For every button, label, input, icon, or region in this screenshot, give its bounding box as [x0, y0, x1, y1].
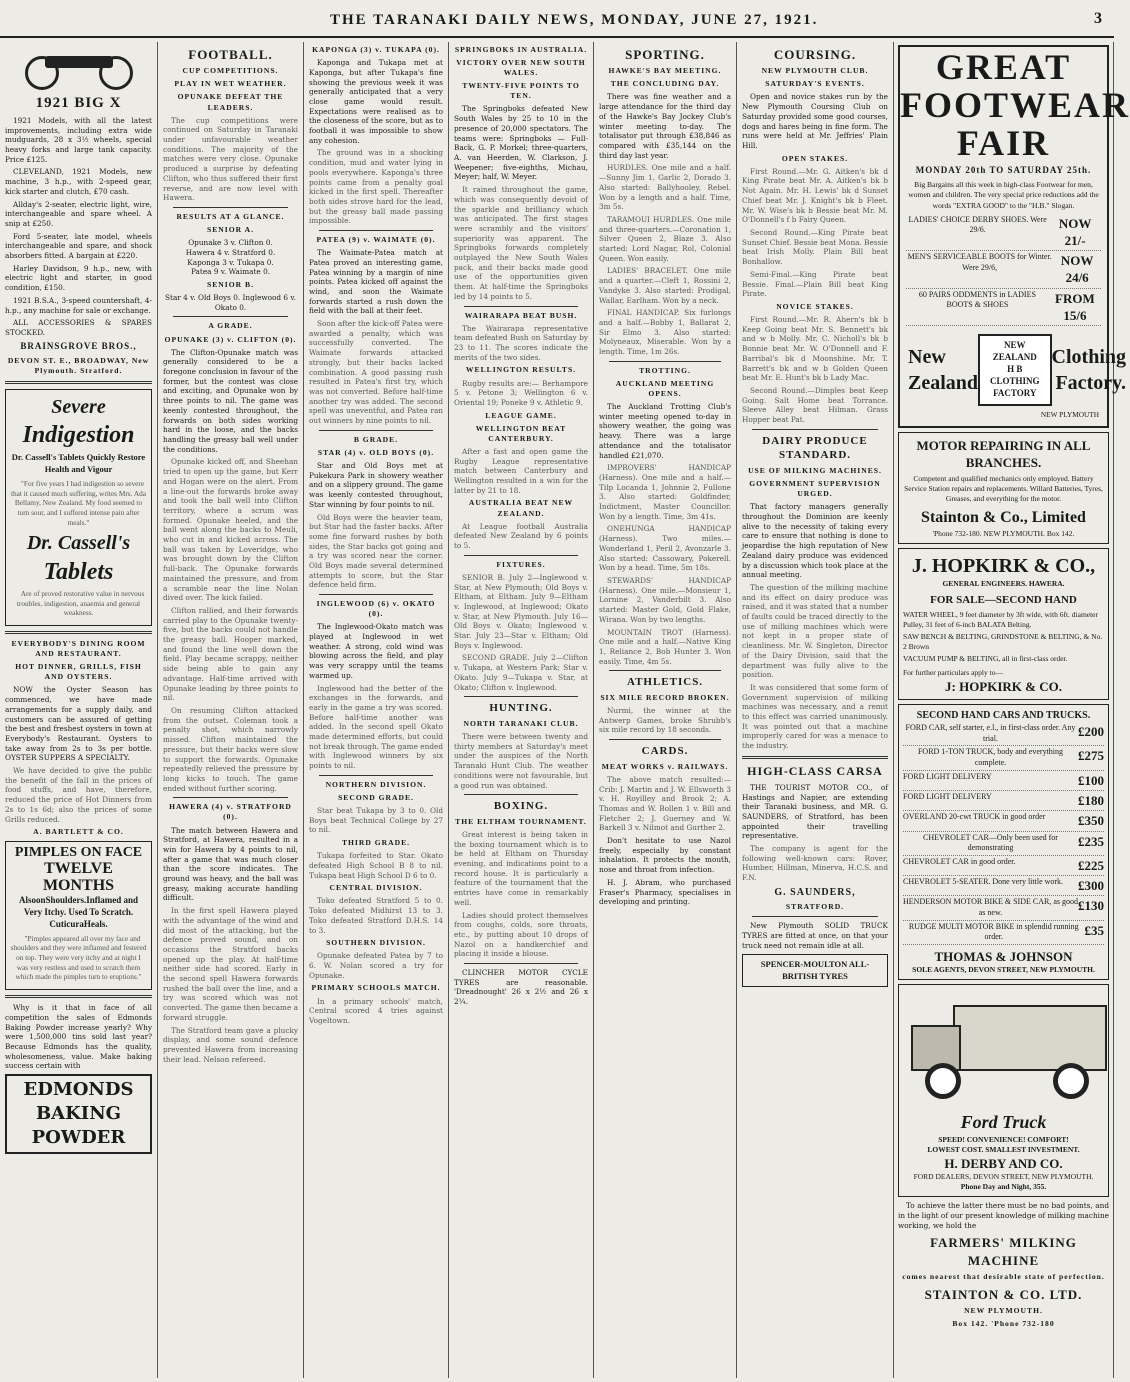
result-line: Opunake 3 v. Clifton 0. [188, 238, 273, 248]
car-row: FORD LIGHT DELIVERY £180 [903, 791, 1104, 811]
deal-row: LADIES' CHOICE DERBY SHOES. Were 29/6. NOW 21/- [906, 214, 1101, 252]
dealer-address: DEVON ST. E., BROADWAY, New Plymouth. Stratford. [7, 355, 150, 375]
stainton-ltd: STAINTON & CO. LTD. [924, 1286, 1083, 1302]
match-heading-4: PATEA (9) v. WAIMATE (0). [316, 235, 436, 245]
deal-row: MEN'S SERVICEABLE BOOTS for Winter. Were 29/6, NOW 24/6 [906, 251, 1101, 289]
hopkirk-item: VACUUM PUMP & BELTING, all in first-class order. [903, 653, 1068, 663]
trotting-sub: AUCKLAND MEETING OPENS. [615, 378, 715, 398]
saunders-place: STRATFORD. [785, 902, 845, 912]
stainton-name: Stainton & Co., Limited [921, 509, 1086, 527]
dining-text: NOW the Oyster Season has commenced, we have made arrangements for a supply daily, and customers can be assured of getting the best and freshest oysters in town at Everybody's Restaurant. Oysters to take away from 2s to 3s per bottle. OYSTER SUPPERS A SPECIALTY. [5, 685, 152, 763]
farmers-title: FARMERS' MILKING MACHINE [930, 1235, 1077, 1268]
car-row: CHEVROLET CAR in good order. £225 [903, 856, 1104, 876]
sporting-report: There was fine weather and a large attendance for the third day of the Hawke's Bay Jockey Club's winter meeting to-day. The totalisator put through £38,846 as compared with £35,144 on the third day last year. [599, 92, 731, 160]
thomas-sub: SOLE AGENTS, DEVON STREET, NEW PLYMOUTH. [912, 965, 1095, 975]
bush-heading: WAIRARAPA BEAT BUSH. [464, 310, 578, 320]
hopkirk-item: WATER WHEEL, 9 feet diameter by 3ft wide, with 6ft. diameter Pulley, 31 feet of 6-inch BALATA Belting. [903, 609, 1099, 629]
cars-ad [898, 704, 1109, 980]
match-heading-2: HAWERA (4) v. STRATFORD (0). [169, 802, 292, 822]
match-heading-3: KAPONGA (3) v. TUKAPA (0). [312, 45, 440, 54]
sporting-sub-2: THE CONCLUDING DAY. [610, 79, 720, 89]
match-heading-6: INGLEWOOD (6) v. OKATO (0). [316, 599, 436, 619]
third-grade-heading: THIRD GRADE. [341, 838, 411, 848]
match-report: The Clifton-Opunake match was generally considered to be a foregone conclusion in favour of the former, but the contest was close and exciting, and Opunake won by three points to nil. The game was keenly contested throughout, the forwards on both sides working hard in the loose, and the backs handling the greasy ball well under the conditions. [163, 347, 298, 454]
match-heading: OPUNAKE (3) v. CLIFTON (0). [164, 334, 297, 344]
stainton-phone: 'Phone 732-180. NEW PLYMOUTH. Box 142. [932, 528, 1075, 538]
derby-sub: FORD DEALERS, DEVON STREET, NEW PLYMOUTH. [913, 1172, 1094, 1182]
cassell-brand-2: Tablets [43, 559, 114, 586]
nz-right: Clothing [1051, 345, 1126, 368]
hunting-sub: NORTH TARANAKI CLUB. [463, 718, 579, 728]
football-sub-3: OPUNAKE DEFEAT THE LEADERS. [177, 92, 284, 112]
footwear-banner: GREAT FOOTWEAR FAIR [900, 47, 1130, 163]
coursing-heading: COURSING. [773, 47, 857, 62]
match-report-4: The Waimate-Patea match at Patea proved an interesting game, Patea winning by a margin of nine points. Patea kicked off against the wind, and soon the Waimate forwards started a rush down the field with the ball at their feet. [309, 248, 443, 316]
match-report-2: The match between Hawera and Stratford, at Hawera, resulted in a win for Hawera by 4 points to nil, after a game that was much closer than the score indicates. The ground was heavy, and the ball was greasy, making accurate handling difficult. [163, 825, 298, 903]
bike-ad-text: 1921 Models, with all the latest improvements, including extra wide mudguards, 28 x 3½ wheels, special heavy forks and large tank capacity. Price £125. [5, 115, 152, 164]
dairy-heading: DAIRY PRODUCE STANDARD. [762, 434, 868, 462]
edmonds-logo: EDMONDS BAKING POWDER [5, 1074, 152, 1154]
footwear-fair-ad [898, 45, 1130, 428]
hopkirk-item: SAW BENCH & BELTING, GRINDSTONE & BELTING, & No. 2 Brown [903, 631, 1103, 651]
truck-illustration [903, 995, 1113, 1105]
indigestion-heading: Severe [51, 395, 106, 418]
cards-sub: MEAT WORKS v. RAILWAYS. [601, 761, 729, 771]
car-row: CHEVROLET 5-SEATER. Done very little work. £300 [903, 876, 1104, 896]
bike-list-item: Ford 5-seater, late model, wheels interchangeable and spare, and shock absorbers fitted. A bargain at £220. [5, 231, 152, 261]
farmers-sub: comes nearest that desirable state of perfection. [902, 1271, 1105, 1281]
wellington-heading: WELLINGTON RESULTS. [465, 365, 577, 375]
match-report-6: The Inglewood-Okato match was played at Inglewood in wet weather. A strong, cold wind was blowing across the field, and play was very scrappy until the teams warmed up. [309, 622, 443, 680]
ford-line-2: LOWEST COST. SMALLEST INVESTMENT. [927, 1144, 1080, 1154]
thomas-johnson: THOMAS & JOHNSON [934, 948, 1073, 964]
cuticura-subheading: AlsoonShoulders.Inflamed and Very Itchy. Used To Scratch. CuticuraHeals. [18, 894, 139, 929]
results-heading: RESULTS AT A GLANCE. [176, 211, 285, 221]
column-3: KAPONGA (3) v. TUKAPA (0). Kaponga and Tukapa met at Kaponga, but after Tukapa's fine showing the previous week it was generally anticipated that a very close game would result. Expectations were realised as to the closeness of the score, but as to football it was impossible to show any cohesion. The ground was in a shocking condition, mud and water lying in pools everywhere. Kaponga's three points came from a penalty goal kicked in the first spell. Thereafter both sides strove hard for the lead, but the greasy ball made passing impossible. PATEA (9) v. WAIMATE (0). The Waimate-Patea match at Patea proved an interesting game, Patea winning by a margin of nine points. Patea kicked off against the wind, and soon the Waimate forwards started a rush down the field with the ball at their feet. Soon after the kick-off Patea were awarded a penalty, which was successfully converted. The Waimate forwards attacked strongly, but their backs lacked combination. A good passing rush resulted in Patea's first try, which was not converted. Before half-time another try was added. The second spell was uneventful, and Patea ran out winners by nine points to nil. B GRADE. STAR (4) v. OLD BOYS (0). Star and Old Boys met at Pukekura Park in showery weather and on a slippery ground. The game was keenly contested throughout, Star winning by four points to nil. Old Boys were the heavier team, but Star had the faster backs. After some fine forward rushes by both sides, the Star backs got going and a try was scored near the corner. Old Boys made several determined attempts to score, but the Star defence held firm. INGLEWOOD (6) v. OKATO (0). The Inglewood-Okato match was played at Inglewood in wet weather. A strong, cold wind was blowing across the field, and play was very scrappy until the teams warmed up. Inglewood had the better of the exchanges in the forwards, and early in the game a try was scored. Before half-time another was added. In the second spell Okato made determined efforts, but could not break through. The game ended with Inglewood winners by six points to nil. NORTHERN DIVISION. SECOND GRADE. Star beat Tukapa by 3 to 0. Old Boys beat Technical College by 27 to nil. THIRD GRADE. Tukapa forfeited to Star. Okato defeated High School B 8 to nil. Tukapa beat High School D 6 to 0. CENTRAL DIVISION. Toko defeated Stratford 5 to 0. Toko defeated Midhirst 13 to 3. Toko defeated Stratford D.H.S. 14 to 3. SOUTHERN DIVISION. Opunake defeated Patea by 7 to 6. W. Nolan scored a try for Opunake. PRIMARY SCHOOLS MATCH. In a primary schools' match, Central scored 4 tries against Vogeltown. [304, 42, 449, 1378]
result-line: Hawera 4 v. Stratford 0. [185, 247, 276, 257]
trotting-heading: TROTTING. [639, 365, 691, 375]
newspaper-title: THE TARANAKI DAILY NEWS, MONDAY, JUNE 27, 1921. [330, 12, 819, 28]
coursing-report: Open and novice stakes run by the New Plymouth Coursing Club on Saturday provided some good courses, dogs and hares being in fine form. The runs were held at Mr. Jeffries' Plain Hill. [742, 92, 888, 150]
abram-text: H. J. Abram, who purchased Fraser's Pharmacy, specialises in developing and printing. [599, 877, 731, 907]
bike-list-item: ALL ACCESSORIES & SPARES STOCKED. [5, 318, 152, 337]
boxing-sub: THE ELTHAM TOURNAMENT. [455, 816, 587, 826]
hopkirk-sub: GENERAL ENGINEERS. HAWERA. [942, 579, 1065, 589]
second-grade-heading: SECOND GRADE. [338, 792, 414, 802]
pimples-heading-2: TWELVE MONTHS [42, 860, 115, 894]
car-row: FORD CAR, self starter, e.l., in first-class order. Any trial. £200 [903, 722, 1104, 746]
bike-list-item: 1921 B.S.A., 3-speed countershaft, 4-h.p., any machine for sale or exchange. [5, 295, 152, 315]
sporting-heading: SPORTING. [625, 47, 705, 62]
result-line: Kaponga 3 v. Tukapa 0. [187, 257, 274, 267]
hopkirk-ad [898, 548, 1109, 700]
column-6: COURSING. NEW PLYMOUTH CLUB. SATURDAY'S EVENTS. Open and novice stakes run by the New Plymouth Coursing Club on Saturday provided some good courses, dogs and hares being in fine form. The runs were held at Mr. Jeffries' Plain Hill. OPEN STAKES. First Round.—Mr. G. Aitken's bk d King Pirate beat Mr. A. Aitken's bk b Not Again. Mr. H. Lewis' bk d Sunset Chief beat Mr. J. Knight's bk b Fleet. Mr. W. Wise's bk b Bessie beat Mr. M. O'Donnell's f b Fairy Queen. Second Round.—King Pirate beat Sunset Chief. Bessie beat Mona. Bessie beat Irish Molly. Plain Bill beat Bonhallow. Semi-Final.—King Pirate beat Bessie. Final.—Plain Bill beat King Pirate. NOVICE STAKES. First Round.—Mr. R. Ahern's bk b Keep Going beat Mr. S. Bennett's bk and w b Molly. Mr. C. Nicholl's bk b Bonnie beat Mr. W. O'Donnell and F. Barribal's bk d Moonshine. Mr. T. Barrett's bk and w b Golden Queen beat Mr. E. Hunt's bk b Lady Mac. Second Round.—Dimples beat Keep Going. Salt Home beat Torrance. Sleeve Alley beat Hilman. Grass Hopper beat Pat. DAIRY PRODUCE STANDARD. USE OF MILKING MACHINES. GOVERNMENT SUPERVISION URGED. That factory managers generally throughout the Dominion are keenly alive to the necessity of taking every care to ensure that nothing is done to jeopardise the high reputation of New Zealand dairy produce was evidenced by a discussion which took place at the annual meeting. The question of the milking machine and its effect on dairy produce was raised, and it was stated that a number of faults could be traced directly to the use of milking machines which were not kept in a proper state of cleanliness. Mr. W. Singleton, Director of the Dairy Division, said that the department was fully alive to the position. It was considered that some form of Government supervision of milking machines was necessary, and a remit to this effect was carried unanimously. It was pointed out that a machine improperly cared for was a menace to the industry. HIGH-CLASS CARSA THE TOURIST MOTOR CO., of Hastings and Napier, are extending their Taranaki business, and MR. G. SAUNDERS, of Stratford, has been appointed their travelling representative. The company is agent for the following well-known cars: Rover, Humber, Hillman, Minerva, H.C.S. and F.N. G. SAUNDERS, STRATFORD. New Plymouth SOLID TRUCK TYRES are fitted at once, on that your truck need not remain idle at all. SPENCER-MOULTON ALL-BRITISH TYRES [737, 42, 894, 1378]
ford-truck-title: Ford Truck [960, 1112, 1047, 1133]
dairy-sub: USE OF MILKING MACHINES. [748, 466, 882, 475]
dining-heading: EVERYBODY'S DINING ROOM AND RESTAURANT. [11, 639, 146, 659]
motor-heading: MOTOR REPAIRING IN ALL BRANCHES. [916, 437, 1091, 471]
derby-phone: Phone Day and Night, 355. [960, 1182, 1047, 1192]
football-heading: FOOTBALL. [188, 47, 273, 62]
dairy-report: That factory managers generally throughout the Dominion are keenly alive to the necessity of taking every care to ensure that nothing is done to jeopardise the high reputation of New Zealand dairy produce was evidenced by a discussion which took place at the annual meeting. [742, 502, 888, 580]
primary-heading: PRIMARY SCHOOLS MATCH. [311, 983, 441, 993]
springboks-sub: VICTORY OVER NEW SOUTH WALES. [456, 58, 586, 78]
derby-name: H. DERBY AND CO. [944, 1155, 1063, 1171]
league-heading: LEAGUE GAME. [485, 410, 557, 420]
edmonds-text: Why is it that in face of all competition the sales of Edmonds Baking Powder increase yearly? Why were 1,500,000 tins sold last year? Because Edmonds has the quality, wholesomeness, value. Make baking success certain with [5, 1003, 152, 1071]
car-row: OVERLAND 20-cwt TRUCK in good order £350 [903, 811, 1104, 831]
cassell-ad: Severe Indigestion Dr. Cassell's Tablets Quickly Restore Health and Vigour "For five years I had indigestion so severe that it caused much suffering, writes Mrs. Ada Bellamy, New Zealand. My food seemed to turn sour, and I suffered intense pain after meals." Dr. Cassell's Tablets Are of proved restorative value in nervous troubles, indigestion, anaemia and general weakness. [5, 389, 152, 626]
car-row: CHEVROLET CAR—Only been used for demonstrating £235 [903, 832, 1104, 856]
hopkirk-name-2: J: HOPKIRK & CO. [945, 678, 1062, 694]
spencer-title: SPENCER-MOULTON ALL-BRITISH TYRES [760, 959, 870, 981]
springboks-report: The Springboks defeated New South Wales by 25 to 10 in the presence of 20,000 spectators. The teams were: Springboks — Full-Back, G. P. Morkel; three-quarters, A. van Heerden, W. Clarkson, J. Weepener; five-eighths, Michau, Meyer; half, W. Meyer. [454, 104, 588, 182]
nz-left-2: Zealand [908, 372, 979, 395]
solid-tyres-text: New Plymouth SOLID TRUCK TYRES are fitted at once, on that your truck need not remain idle at all. [742, 921, 888, 950]
cuticura-ad: PIMPLES ON FACE TWELVE MONTHS AlsoonShoulders.Inflamed and Very Itchy. Used To Scratch. CuticuraHeals. "Pimples appeared all over my face and shoulders and they were inflamed and festered on top. They were very itchy and at night I was very restless and used to scratch them which made the pimples turn to eruptions." [5, 841, 152, 990]
column-7 [894, 42, 1130, 1378]
carsa-heading: HIGH-CLASS CARSA [747, 763, 883, 778]
football-sub-2: PLAY IN WET WEATHER. [174, 79, 287, 89]
senior-a-heading: SENIOR A. [207, 225, 254, 235]
column-2: FOOTBALL. CUP COMPETITIONS. PLAY IN WET WEATHER. OPUNAKE DEFEAT THE LEADERS. The cup competitions were continued on Saturday in Taranaki under unfavourable weather conditions. The majority of the matches were very close. Opunake produced a surprise by defeating Clifton, who thus suffered their first reverse, and are now level with Hawera. RESULTS AT A GLANCE. SENIOR A. Opunake 3 v. Clifton 0. Hawera 4 v. Stratford 0. Kaponga 3 v. Tukapa 0. Patea 9 v. Waimate 0. SENIOR B. Star 4 v. Old Boys 0. Inglewood 6 v. Okato 0. A GRADE. OPUNAKE (3) v. CLIFTON (0). The Clifton-Opunake match was generally considered to be a foregone conclusion in favour of the former, but the contest was close and exciting, and Opunake won by three points to nil. The game was keenly contested throughout, the forwards on both sides working hard in the loose, and the backs handling the greasy ball well under the conditions. Opunake kicked off, and Sheehan tried to open up the game, but Kerr and Hogan were on the alert. From a line-out the forwards broke away and took the ball well into Clifton territory, where a scrum was formed. Opunake heeled, and the ball went along the backs to Meuli, who cut in and kicked across. The ball was taken by Loveridge, who was brought down by the Clifton full-back. The Opunake forwards maintained the pressure, and from a scramble near the line Nolan dived over. The kick failed. Clifton rallied, and their forwards carried play to the Opunake twenty-five, but the backs could not handle the greasy ball. Hooper marked, and found the line well down the field. Play became scrappy, neither side being able to gain any advantage. Half-time arrived with Opunake leading by three points to nil. On resuming Clifton attacked from the outset. Coleman took a penalty shot, which narrowly missed. Clifton maintained the pressure, but their backs were slow to support the forwards. Opunake repeatedly relieved the pressure by long kicks to touch. The game ended without further scoring. HAWERA (4) v. STRATFORD (0). The match between Hawera and Stratford, at Hawera, resulted in a win for Hawera by 4 points to nil, after a game that was much closer than the score indicates. The ground was heavy, and the ball was greasy, making accurate handling difficult. In the first spell Hawera played with the advantage of the wind and did most of the attacking, but the defence proved sound, and on occasions the Stratford backs opened up the play. At half-time neither side had scored. Early in the second spell Hawera forwards rushed the ball over the line, and a try was scored which was not converted. The game then became a forward struggle. The Stratford team gave a plucky display, and some sound defence prevented Hawera from increasing their lead. Nelson refereed. [158, 42, 304, 1378]
league-sub: WELLINGTON BEAT CANTERBURY. [475, 423, 567, 443]
ford-line: SPEED! CONVENIENCE! COMFORT! [938, 1135, 1069, 1144]
dining-signature: A. BARTLETT & CO. [33, 827, 124, 837]
nz-right-2: Factory. [1055, 372, 1126, 395]
central-heading: CENTRAL DIVISION. [329, 883, 423, 893]
sporting-sub: HAWKE'S BAY MEETING. [608, 66, 722, 76]
car-row: RUDGE MULTI MOTOR BIKE in splendid running order. £35 [903, 921, 1104, 945]
southern-heading: SOUTHERN DIVISION. [326, 938, 426, 948]
springboks-sub-2: TWENTY-FIVE POINTS TO TEN. [462, 81, 580, 101]
deal-row: 60 PAIRS ODDMENTS in LADIES BOOTS & SHOES FROM 15/6 [906, 289, 1101, 327]
trotting-report: The Auckland Trotting Club's winter meeting opened to-day in showery weather, the going was heavy. There was a large attendance and the totalisator handled £21,070. [599, 402, 731, 460]
coursing-sub: NEW PLYMOUTH CLUB. [761, 66, 869, 76]
bike-ad-title: 1921 BIG X [35, 95, 122, 111]
match-heading-5: STAR (4) v. OLD BOYS (0). [317, 447, 435, 457]
stainton-place: NEW PLYMOUTH. [964, 1306, 1043, 1316]
motor-text: Competent and qualified mechanics only employed. Battery Service Station repairs and replacements. Willard Batteries, Tyres, Greases, and everything for the motor. [904, 474, 1103, 504]
car-row: FORD LIGHT DELIVERY £100 [903, 771, 1104, 791]
boxing-heading: BOXING. [493, 800, 549, 813]
motorcycle-illustration [19, 46, 139, 90]
column-4: SPRINGBOKS IN AUSTRALIA. VICTORY OVER NEW SOUTH WALES. TWENTY-FIVE POINTS TO TEN. The Springboks defeated New South Wales by 25 to 10 in the presence of 20,000 spectators. The teams were: Springboks — Full-Back, G. P. Morkel; three-quarters, A. van Heerden, W. Clarkson, J. Weepener; five-eighths, Michau, Meyer; half, W. Meyer. It rained throughout the game, which was consequently devoid of the sparkle and brilliancy which was anticipated. The first stages were scrambly and the visitors' superiority was apparent. The Springboks forwards completely outplayed the New South Wales pack, and their backs made good use of the opportunities given them. At half-time the Springboks led by 14 points to 5. WAIRARAPA BEAT BUSH. The Wairarapa representative team defeated Bush on Saturday by 23 to 11. The scores indicate the merits of the two sides. WELLINGTON RESULTS. Rugby results are:— Berhampore 5 v. Petone 3; Wellington 6 v. Oriental 19; Poneke 9 v. Athletic 9. LEAGUE GAME. WELLINGTON BEAT CANTERBURY. After a fast and open game the Rugby League representative match between Canterbury and Wellington resulted in a win for the latter by 21 to 18. AUSTRALIA BEAT NEW ZEALAND. At League football Australia defeated New Zealand by 6 points to 5. FIXTURES. SENIOR B. July 2—Inglewood v. Star, at New Plymouth; Old Boys v. Eltham, at Eltham. July 9—Eltham v. Inglewood, at Inglewood; Okato v. Star, at New Plymouth. July 16—Old Boys v. Okato; Inglewood v. Star. July 23—Star v. Eltham; Old Boys v. Inglewood. SECOND GRADE. July 2—Clifton v. Tukapa, at Western Park; Star v. Okato. July 9—Tukapa v. Star, at Okato; Clifton v. Inglewood. HUNTING. NORTH TARANAKI CLUB. There were between twenty and thirty members at Saturday's meet under the auspices of the North Taranaki Hunt Club. The weather conditions were not favourable, but a good run was obtained. BOXING. THE ELTHAM TOURNAMENT. Great interest is being taken in the boxing tournament which is to be held at Eltham on Thursday evening, and indications point to a record house. It is particularly a feature of the tournament that the entries have come in remarkably well. Ladies should protect themselves from coughs, colds, sore throats, etc., by putting about 10 drops of Nazol on a handkerchief and placing it inside a blouse. CLINCHER MOTOR CYCLE TYRES are reasonable. 'Dreadnought' 26 x 2½ and 26 x 2¼. [449, 42, 594, 1378]
masthead [0, 0, 1114, 38]
australia-heading: AUSTRALIA BEAT NEW ZEALAND. [468, 498, 574, 518]
carsa-text: THE TOURIST MOTOR CO., of Hastings and Napier, are extending their Taranaki business, and MR. G. SAUNDERS, of Stratford, has been appointed their travelling representative. [742, 782, 888, 841]
cars-heading: SECOND HAND CARS AND TRUCKS. [916, 709, 1091, 721]
springboks-heading: SPRINGBOKS IN AUSTRALIA. [454, 45, 588, 54]
column-5: SPORTING. HAWKE'S BAY MEETING. THE CONCLUDING DAY. There was fine weather and a large attendance for the third day of the Hawke's Bay Jockey Club's winter meeting to-day. The totalisator put through £38,846 as compared with £35,144 on the third day last year. HURDLES. One mile and a half.—Sunny Jim 1, Garlic 2, Dorado 3. Also started: Ballyhooley, Rebel. Won by a length and a half. Time, 3m 5s. TARAMOUI HURDLES. One mile and three-quarters.—Coronation 1, Silver Queen 2, Blaze 3. Also started: Lord Nagar, Rol, Colonial Queen. Won easily. LADIES' BRACELET. One mile and a quarter.—Cleft 1, Rossini 2, Vandyke 3. Also started: Prodigal, Wallar, Earlham. Won by a neck. FINAL HANDICAP. Six furlongs and a half.—Bobby 1, Ballarat 2, Sir Elmo 3. Also started: Molyneaux, Miserable. Won by a length. Time, 1m 26s. TROTTING. AUCKLAND MEETING OPENS. The Auckland Trotting Club's winter meeting opened to-day in showery weather, the going was heavy. There was a large attendance and the totalisator handled £21,070. IMPROVERS' HANDICAP (Harness). One mile and a half.—Tilp Locanda 1, Johnnie 2, Fullone 3. Also started: Goldfinder, Indictment, Master Councillor. Won by a length. Time, 3m 41s. ONEHUNGA HANDICAP (Harness). Two miles.—Wonderland 1, Peril 2, Avonzarle 3. Also started: Cassowary, Pokerell. Won by a head. Time, 5m 18s. STEWARDS' HANDICAP (Harness). One mile.—Monsieur 1, Lornine 2, Vanderbilt 3. Also started: Master Gold, Gold Flake, Wirana. Won by two lengths. MOUNTAIN TROT (Harness). One mile and a half.—Native King 1, Reliance 2, Bob Hunter 3. Won easily. Time, 4m 5s. ATHLETICS. SIX MILE RECORD BROKEN. Nurmi, the winner at the Antwerp Games, broke Shrubb's six mile record by 18 seconds. CARDS. MEAT WORKS v. RAILWAYS. The above match resulted:—Crib: J. Martin and J. W. Ellsworth 3 v. H. Royilley and Brook 2; A. Thomas and W. Bollen 1 v. Bill and Fletcher 2; J. Guerney and W. Barkell 3 v. Nilmot and Gurther 2. Don't hesitate to use Nazol freely, especially by constant inhalation. It protects the mouth, nose and throat from infection. H. J. Abram, who purchased Fraser's Pharmacy, specialises in developing and printing. [594, 42, 737, 1378]
ford-truck-ad [898, 984, 1109, 1197]
hunting-heading: HUNTING. [489, 702, 553, 715]
coursing-sub-2: SATURDAY'S EVENTS. [765, 79, 865, 89]
pimples-heading: PIMPLES ON FACE [14, 845, 143, 861]
dealer-name: BRAINSGROVE BROS., [20, 340, 137, 351]
footwear-dates: MONDAY 20th TO SATURDAY 25th. [915, 165, 1092, 176]
bike-list-item: Allday's 2-seater, electric light, wire, interchangeable and spare wheel. A snip at £250. [5, 199, 152, 228]
clincher-ad: CLINCHER MOTOR CYCLE TYRES are reasonable. 'Dreadnought' 26 x 2½ and 26 x 2¼. [454, 968, 588, 1007]
northern-heading: NORTHERN DIVISION. [325, 779, 427, 789]
hopkirk-sale: FOR SALE—SECOND HAND [930, 594, 1077, 607]
fixtures-heading: FIXTURES. [496, 559, 546, 569]
car-row: HENDERSON MOTOR BIKE & SIDE CAR, as good as new. £130 [903, 896, 1104, 920]
athletics-sub: SIX MILE RECORD BROKEN. [600, 692, 730, 702]
dining-subheading: HOT DINNER, GRILLS, FISH AND OYSTERS. [15, 662, 142, 682]
result-line: Patea 9 v. Waimate 0. [190, 267, 271, 277]
hopkirk-footer: For further particulars apply to— [903, 667, 1003, 677]
column-1: 1921 BIG X 1921 Models, with all the latest improvements, including extra wide mudguards, 28 x 3½ wheels, special heavy forks and large tank capacity. Price £125. CLEVELAND, 1921 Models, new machine, 3 h.p., with 2-speed gear, kick starter and clutch, £70 cash. Allday's 2-seater, electric light, wire, interchangeable and spare wheel. A snip at £250. Ford 5-seater, late model, wheels interchangeable and spare, and shock absorbers fitted. A bargain at £220. Harley Davidson, 9 h.p., new, with electric light and starter, in good condition, £150. 1921 B.S.A., 3-speed countershaft, 4-h.p., any machine for sale or exchange. ALL ACCESSORIES & SPARES STOCKED. BRAINSGROVE BROS., DEVON ST. E., BROADWAY, New Plymouth. Stratford. Severe Indigestion Dr. Cassell's Tablets Quickly Restore Health and Vigour "For five years I had indigestion so severe that it caused much suffering, writes Mrs. Ada Bellamy, New Zealand. My food seemed to turn sour, and I suffered intense pain after meals." Dr. Cassell's Tablets Are of proved restorative value in nervous troubles, indigestion, anaemia and general weakness. EVERYBODY'S DINING ROOM AND RESTAURANT. HOT DINNER, GRILLS, FISH AND OYSTERS. NOW the Oyster Season has commenced, we have made arrangements for a supply daily, and customers can be assured of getting the best and freshest oysters in town at Everybody's Restaurant. Oysters to take away from 2s to 3s per bottle. OYSTER SUPPERS A SPECIALTY. We have decided to give the public the benefit of the fall in the prices of food stuffs, and have, therefore, reduced the price of Hot Dinners from 2s to 1s 6d; also the prices of some Grills reduced. A. BARTLETT & CO. PIMPLES ON FACE TWELVE MONTHS AlsoonShoulders.Inflamed and Very Itchy. Used To Scratch. CuticuraHeals. "Pimples appeared all over my face and shoulders and they were inflamed and festered on top. They were very itchy and at night I was very restless and used to scratch them which made the pimples turn to eruptions." Why is it that in face of all competition the sales of Edmonds Baking Powder increase yearly? Why were 1,500,000 tins sold last year? Because Edmonds has the quality, wholesomeness, value. Make baking success certain with EDMONDS BAKING POWDER [0, 42, 158, 1378]
cassell-brand: Dr. Cassell's [26, 532, 131, 555]
car-row: FORD 1-TON TRUCK, body and everything complete. £275 [903, 746, 1104, 770]
nazol-text: Don't hesitate to use Nazol freely, especially by constant inhalation. It protects the mouth, nose and throat from infection. [599, 836, 731, 875]
page-number: 3 [1094, 10, 1102, 27]
cassell-subheading: Dr. Cassell's Tablets Quickly Restore Health and Vigour [11, 452, 146, 474]
motor-repair-ad [898, 432, 1109, 544]
saunders-name: G. SAUNDERS, [774, 886, 856, 898]
nz-clothing-logo: NEW ZEALAND H B CLOTHING FACTORY [978, 334, 1052, 406]
cards-heading: CARDS. [641, 745, 689, 758]
farmers-text: To achieve the latter there must be no bad points, and in the light of our present knowledge of milking machine working, we hold the [898, 1201, 1109, 1230]
football-sub: CUP COMPETITIONS. [182, 66, 279, 76]
athletics-heading: ATHLETICS. [626, 676, 704, 689]
a-grade-heading: A GRADE. [208, 321, 253, 331]
stainton-box: Box 142. 'Phone 732-180 [952, 1319, 1055, 1329]
dairy-sub-2: GOVERNMENT SUPERVISION URGED. [749, 479, 881, 499]
spencer-ad [742, 954, 888, 987]
match-report-3: Kaponga and Tukapa met at Kaponga, but after Tukapa's fine showing the previous week it was generally anticipated that a very close game would result. Expectations were realised as to the closeness of the score, but as to football it was impossible to show any cohesion. [309, 58, 443, 145]
senior-b-heading: SENIOR B. [207, 279, 254, 289]
nz-place: NEW PLYMOUTH [1040, 410, 1099, 420]
novice-stakes-heading: NOVICE STAKES. [776, 301, 854, 311]
b-grade-heading: B GRADE. [353, 434, 399, 444]
match-report-5: Star and Old Boys met at Pukekura Park in showery weather and on a slippery ground. The game was keenly contested throughout, Star winning by four points to nil. [309, 460, 443, 509]
hopkirk-name: J. HOPKIRK & CO., [911, 554, 1096, 577]
bike-list-item: CLEVELAND, 1921 Models, new machine, 3 h.p., with 2-speed gear, kick starter and clutch, £70 cash. [5, 167, 152, 196]
nz-left: New [908, 345, 946, 368]
open-stakes-heading: OPEN STAKES. [781, 153, 849, 163]
indigestion-heading-2: Indigestion [22, 422, 135, 449]
result-line-b: Star 4 v. Old Boys 0. Inglewood 6 v. Okato 0. [165, 293, 296, 312]
footwear-text: Big Bargains all this week in high-class Footwear for men, women and children. The very special price reductions add the words "EXTRA GOOD" to the "H.B." Slogan. [908, 180, 1099, 210]
bike-list-item: Harley Davidson, 9 h.p., new, with electric light and starter, in good condition, £150. [5, 263, 152, 293]
